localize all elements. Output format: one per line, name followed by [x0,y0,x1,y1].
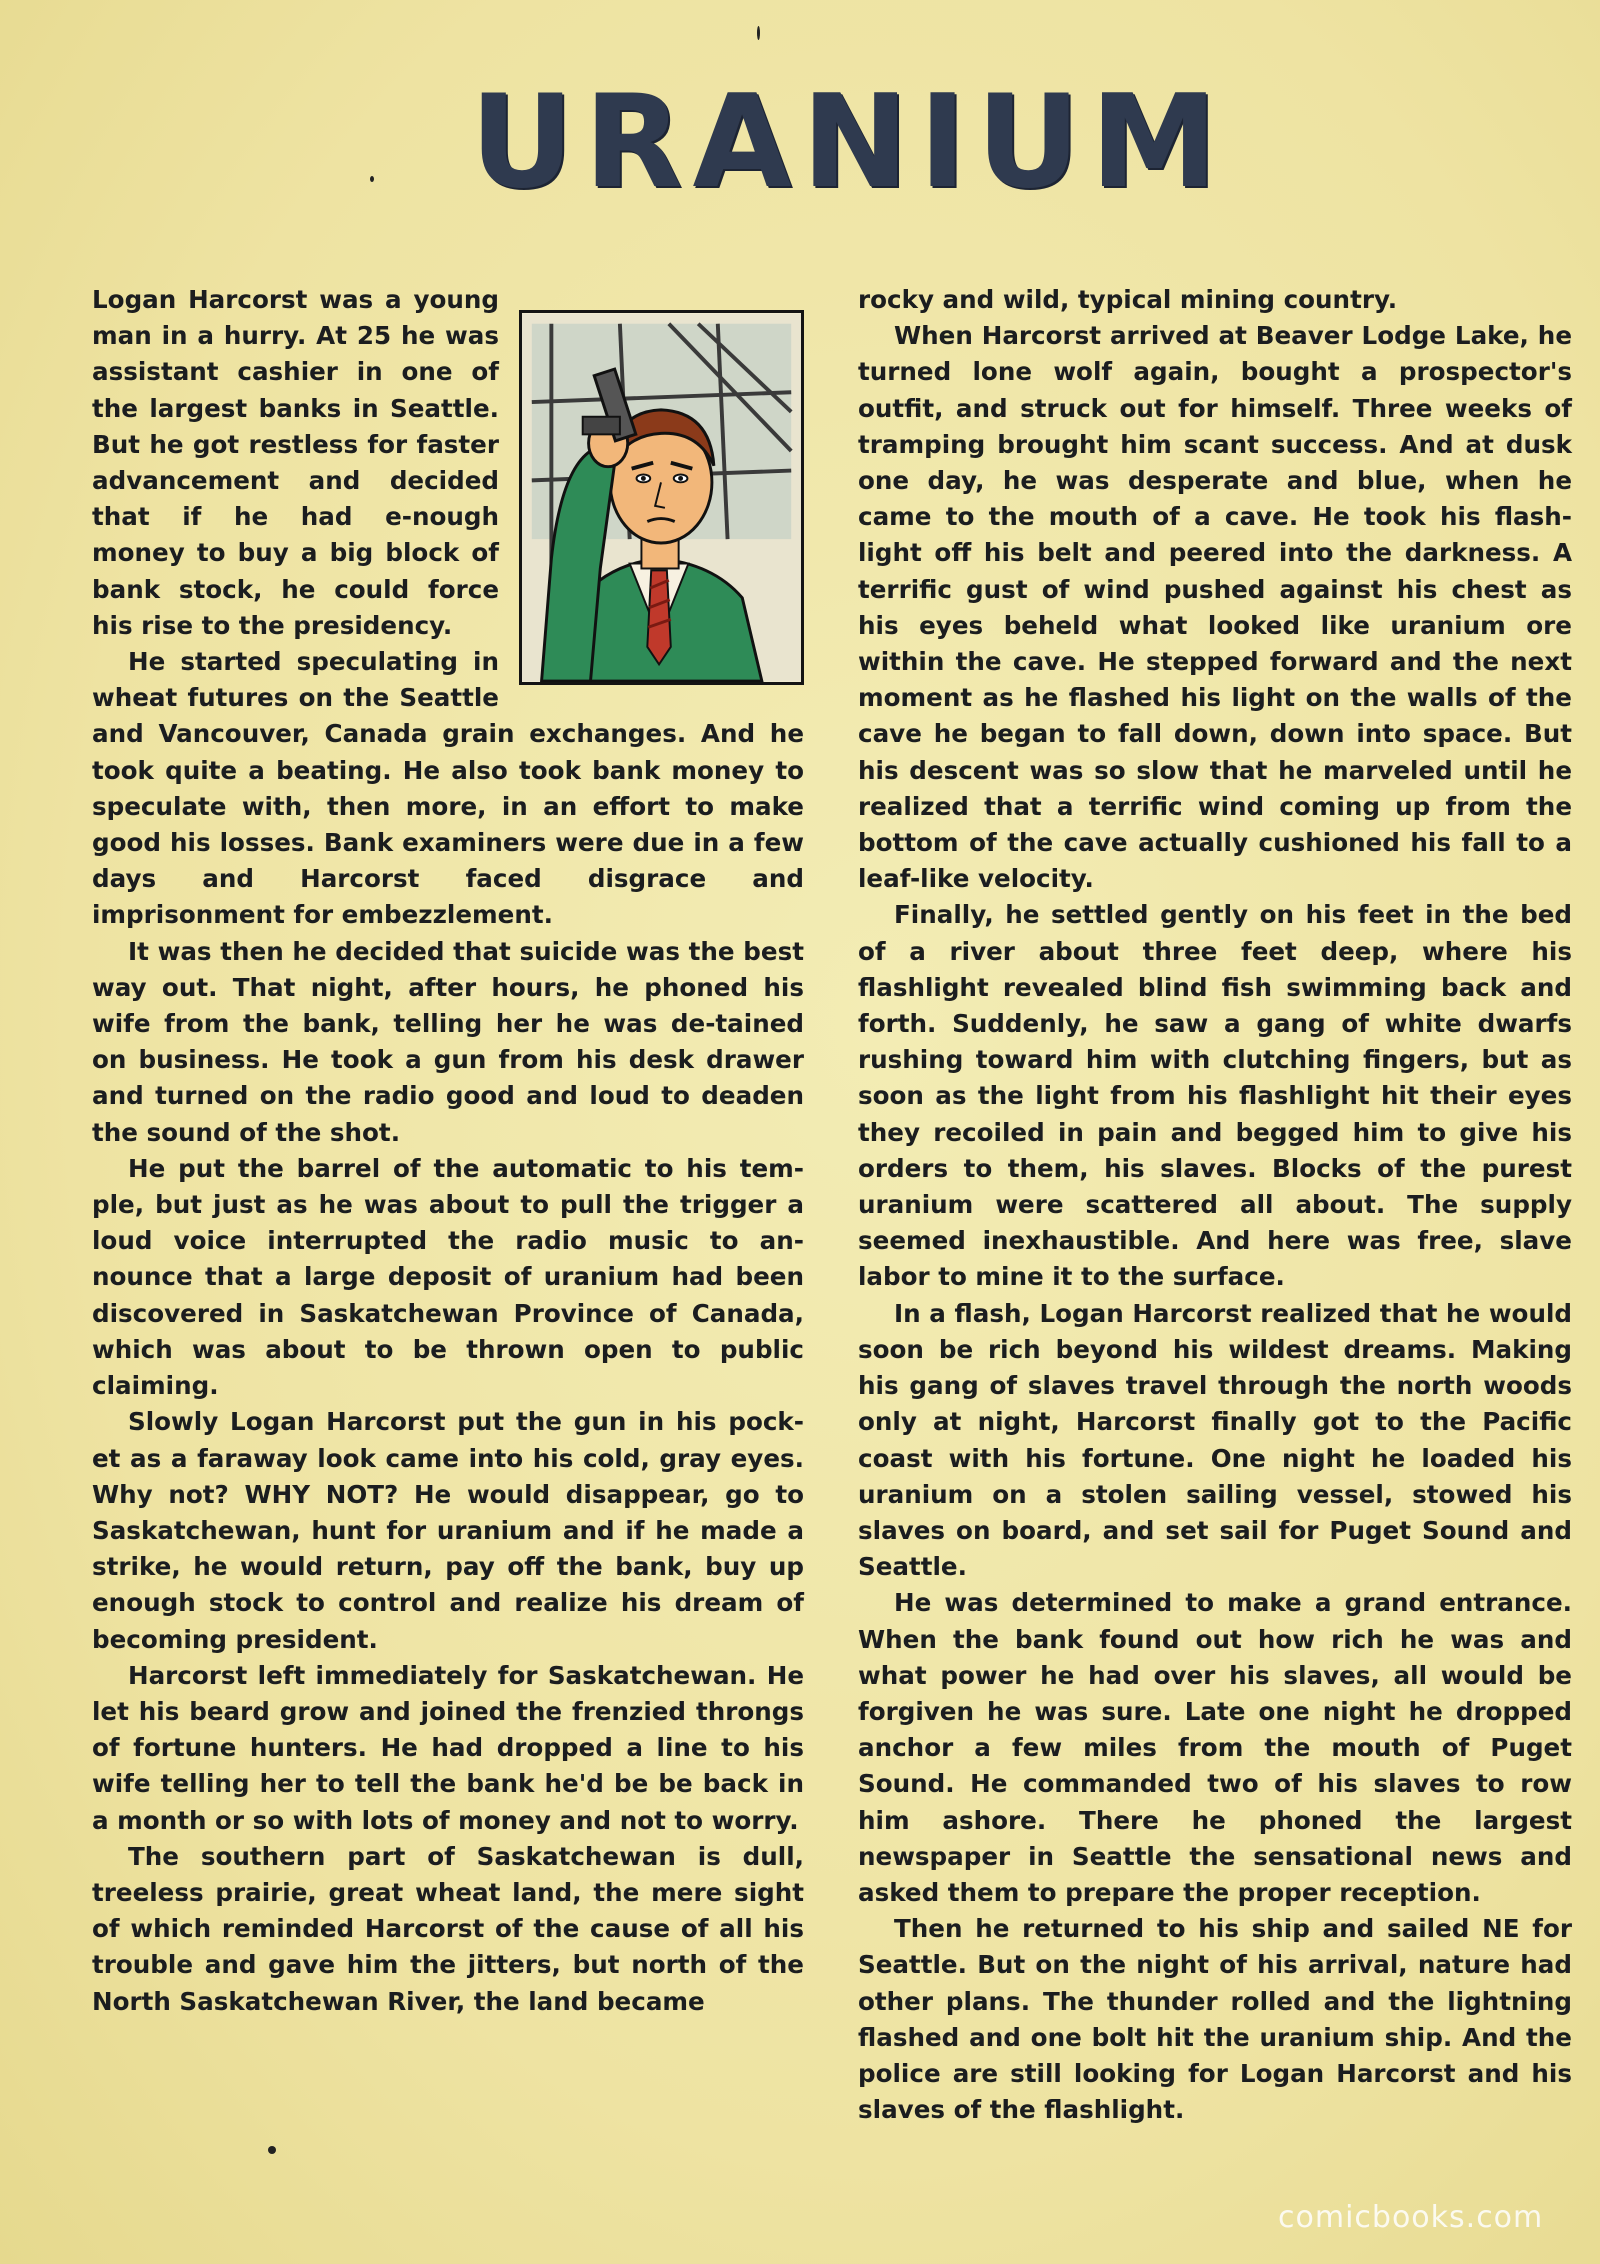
left-column [92,282,804,2020]
print-speck [757,26,760,40]
watermark: comicbooks.com [1278,2200,1544,2235]
man-with-pistol-illustration [519,310,804,685]
paragraph: The southern part of Saskatchewan is dull, treeless prairie, great wheat land, the mere sight of which reminded Harcorst of the cause of all his trouble and gave him the jitters, but north of the North Saskatchewan River, the land became [92,1841,804,2016]
print-speck [268,2146,276,2154]
paragraph: Then he returned to his ship and sailed NE for Seattle. But on the night of his arrival, nature had other plans. The thunder rolled and the lightning flashed and one bolt hit the uranium ship. And the police are still looking for Logan Harcorst and his slaves of the flashlight. [858,1914,1572,2125]
paragraph: He was determined to make a grand entrance. When the bank found out how rich he was and what power he had over his slaves, all would be forgiven he was sure. Late one night he dropped anchor a few miles from the mouth of Puget Sound. He commanded two of his slaves to row him ashore. There he phoned the largest newspaper in Seattle the sensational news and asked them to prepare the proper reception. [858,1588,1572,1907]
print-speck [370,176,374,182]
right-column [858,282,1572,2128]
paragraph: Harcorst left immediately for Saskatchewan. He let his beard grow and joined the frenzied throngs of fortune hunters. He had dropped a line to his wife telling her to tell the bank he'd be be back in a month or so with lots of money and not to worry. [92,1660,804,1835]
illustration-drawing [522,313,801,682]
story-title: URANIUM [470,68,1228,217]
paragraph: rocky and wild, typical mining country. [858,285,1398,314]
paragraph: Logan Harcorst was a young man in a hurry. At 25 he was assistant cashier in one of the largest banks in Seattle. But he got restless for faster advancement and decided that if he had e-nough money to buy a big block of bank stock, he could force his rise to the presidency. [92,285,499,640]
paragraph: He started speculating in wheat futures on the Seattle and Vancouver, Canada grain exchanges. And he took quite a beating. He also took bank money to speculate with, then more, in an effort to make good his losses. Bank examiners were due in a few days and Harcorst faced disgrace and imprisonment for embezzlement. [92,647,804,930]
paragraph: Finally, he settled gently on his feet in the bed of a river about three feet deep, where his flashlight revealed blind fish swimming back and forth. Suddenly, he saw a gang of white dwarfs rushing toward him with clutching fingers, but as soon as the light from his flashlight hit their eyes they recoiled in pain and begged him to give his orders to them, his slaves. Blocks of the purest uranium were scattered all about. The supply seemed inexhaustible. And here was free, slave labor to mine it to the surface. [858,900,1572,1292]
paragraph: When Harcorst arrived at Beaver Lodge Lake, he turned lone wolf again, bought a prospector's outfit, and struck out for himself. Three weeks of tramping brought him scant success. And at dusk one day, he was desperate and blue, when he came to the mouth of a cave. He took his flash-light off his belt and peered into the darkness. A terrific gust of wind pushed against his chest as his eyes beheld what looked like uranium ore within the cave. He stepped forward and the next moment as he flashed his light on the walls of the cave he began to fall down, down into space. But his descent was so slow that he marveled until he realized that a terrific wind coming up from the bottom of the cave actually cushioned his fall to a leaf-like velocity. [858,321,1572,894]
paragraph: In a flash, Logan Harcorst realized that he would soon be rich beyond his wildest dreams. Making his gang of slaves travel through the north woods only at night, Harcorst finally got to the Pacific coast with his fortune. One night he loaded his uranium on a stolen sailing vessel, stowed his slaves on board, and set sail for Puget Sound and Seattle. [858,1298,1572,1582]
paragraph: He put the barrel of the automatic to his tem-ple, but just as he was about to pull the trigger a loud voice interrupted the radio music to an-nounce that a large deposit of uranium had been discovered in Saskatchewan Province of Canada, which was about to be thrown open to public claiming. [92,1153,804,1401]
paragraph: Slowly Logan Harcorst put the gun in his pock-et as a faraway look came into his cold, gray eyes. Why not? WHY NOT? He would disappear, go to Saskatchewan, hunt for uranium and if he made a strike, he would return, pay off the bank, buy up enough stock to control and realize his dream of becoming president. [92,1407,804,1654]
paragraph: It was then he decided that suicide was the best way out. That night, after hours, he phoned his wife from the bank, telling her he was de-tained on business. He took a gun from his desk drawer and turned on the radio good and loud to deaden the sound of the shot. [92,936,804,1147]
